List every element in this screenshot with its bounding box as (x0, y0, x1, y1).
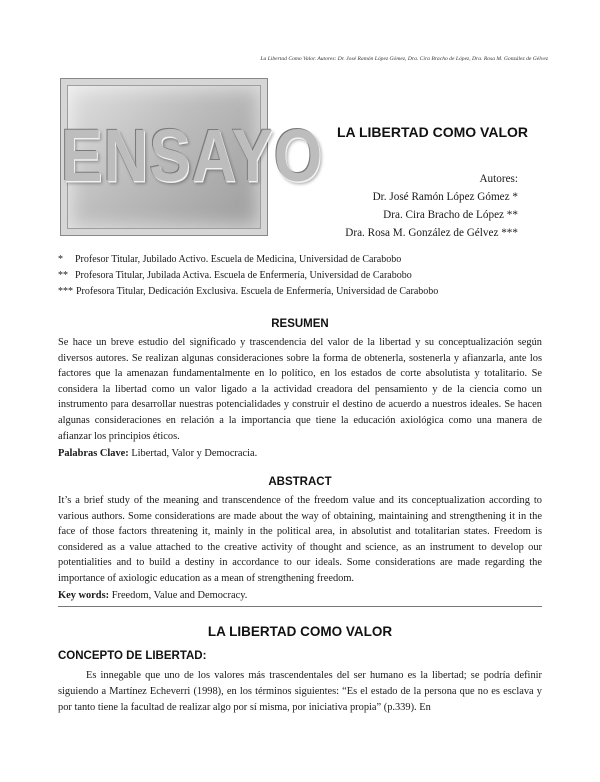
resumen-text: Se hace un breve estudio del significado y trascendencia del valor de la libertad y su conceptualización según diversos autores. Se realizan algunas consideraciones sobre la forma de obtenerla, sostenerla y afianzarla, ante los factores que la amenazan fundamentalmente en lo político, en los estados de corte absolutista y totalitario. Se considera la libertad como un valor ligado a la actividad creadora del pensamiento y de la ciencia como un instrumento para desarrollar nuestras potencialidades y construir el destino de acuerdo a nuestros ideales. Se hacen algunas consideraciones en relación a la importancia que tiene la educación axiológica como una manera de afianzar los principios éticos. (58, 337, 542, 442)
author-2: Dra. Cira Bracho de López ** (383, 209, 518, 221)
authors-block (345, 170, 518, 242)
ensayo-logo (60, 78, 324, 236)
key-words (58, 588, 542, 604)
author-1: Dr. José Ramón López Gómez * (372, 191, 518, 203)
keywords-value: Libertad, Valor y Democracia. (131, 448, 258, 459)
abstract-heading: ABSTRACT (268, 476, 332, 488)
footnote (58, 284, 438, 300)
resumen-heading: RESUMEN (271, 318, 329, 330)
footnote-mark: *** (58, 286, 73, 297)
footnote-mark: ** (58, 270, 68, 281)
keywords-label: Key words: (58, 590, 110, 601)
footnote (58, 252, 438, 268)
running-header: La Libertad Como Valor. Autores: Dr. José Ramón López Gómez, Dra. Cira Bracho de López, Dra. Rosa M. González de Gélvez (260, 56, 548, 62)
article-title: LA LIBERTAD COMO VALOR (336, 124, 528, 140)
palabras-clave (58, 446, 542, 462)
footnote-text: Profesora Titular, Dedicación Exclusiva. Escuela de Enfermería, Universidad de Carabobo (76, 286, 439, 297)
keywords-label: Palabras Clave: (58, 448, 129, 459)
footnote-text: Profesora Titular, Jubilada Activa. Escuela de Enfermería, Universidad de Carabobo (75, 270, 412, 281)
abstract-text: It’s a brief study of the meaning and transcendence of the freedom value and its conceptualization according to various authors. Some considerations are made about the way of obtaining, maintaining and strengthening it in the face of those factors threatening it, mainly in the political area, in absolutist and totalitarian states. Freedom is considered as a value attached to the creative activity of thought and science, as an instrument to develop our potentialities and to build a destiny in accordance to our ideals. Some considerations are made regarding the importance of axiologic education as a mean of strengthening freedom. (58, 495, 542, 584)
main-title: LA LIBERTAD COMO VALOR (207, 624, 393, 639)
authors-label: Autores: (479, 173, 518, 185)
divider (58, 606, 542, 607)
author-3: Dra. Rosa M. González de Gélvez *** (345, 227, 518, 239)
concept-heading: CONCEPTO DE LIBERTAD: (58, 650, 207, 662)
author-footnotes (58, 252, 438, 300)
body-paragraph: Es innegable que uno de los valores más trascendentales del ser humano es la libertad; se podría definir siguiendo a Martínez Echeverri (1998), en los términos siguientes: “Es el estado de la persona que no es esclava y por tanto tiene la facultad de realizar algo por sí misma, por iniciativa propia” (p.339). En (58, 670, 542, 713)
logo-text: ENSAYO (61, 115, 324, 198)
footnote-text: Profesor Titular, Jubilado Activo. Escuela de Medicina, Universidad de Carabobo (75, 254, 402, 265)
footnote (58, 268, 438, 284)
keywords-value: Freedom, Value and Democracy. (111, 590, 248, 601)
footnote-mark: * (58, 254, 63, 265)
